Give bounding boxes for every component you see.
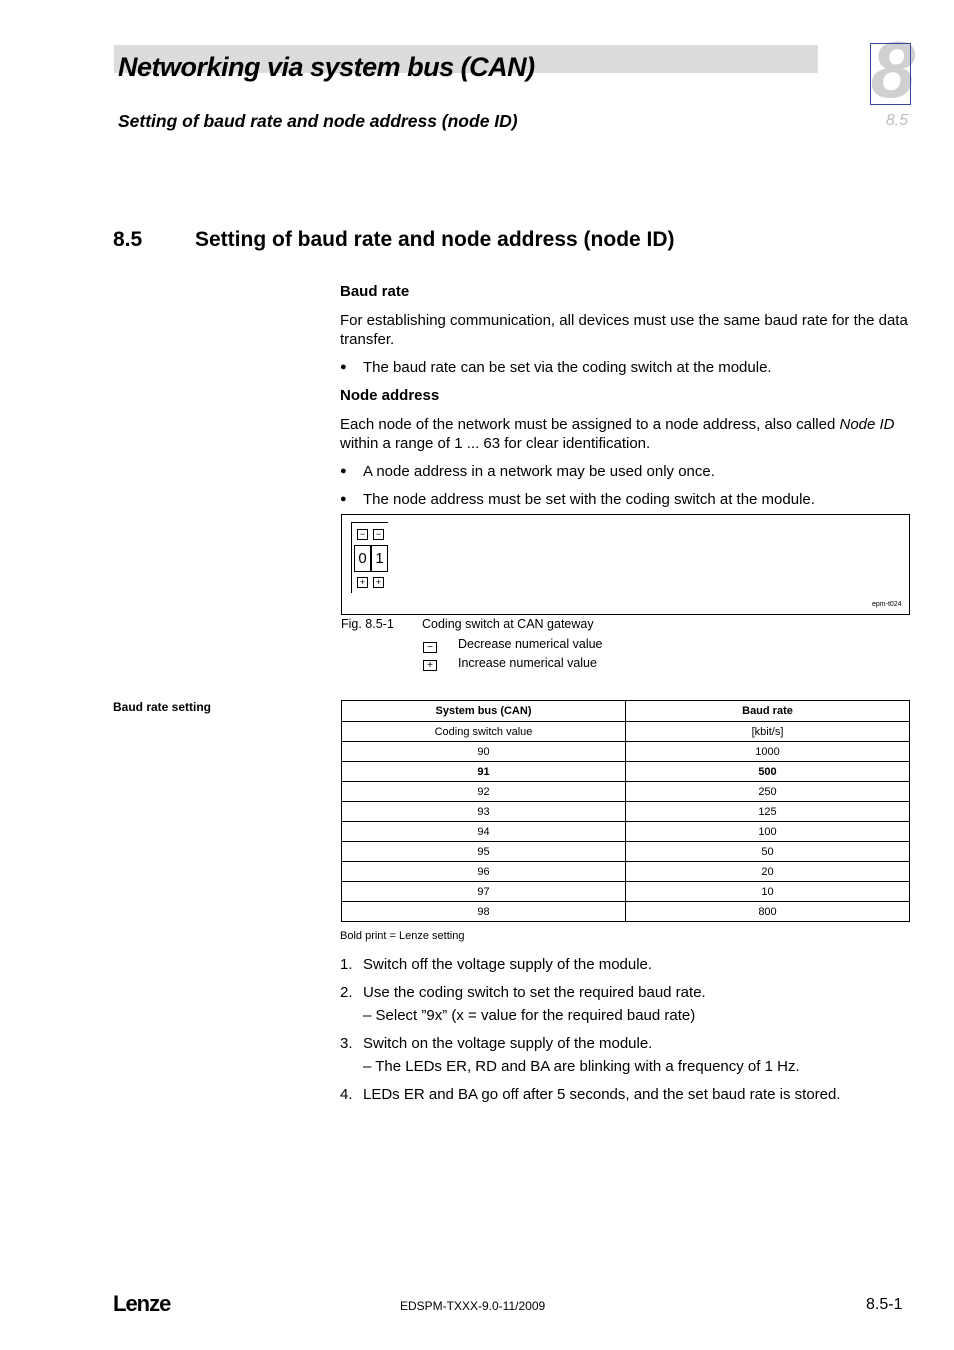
baud-rate-value-cell: 125: [626, 802, 910, 822]
step-number: 4.: [340, 1086, 353, 1103]
table-row: [342, 902, 910, 922]
plus-icon: +: [423, 660, 437, 671]
coding-switch-value-cell: 96: [342, 862, 626, 882]
baud-rate-value-cell: 20: [626, 862, 910, 882]
section-title: Setting of baud rate and node address (node ID): [195, 228, 675, 251]
body-content: [340, 282, 912, 518]
table-row: [342, 802, 910, 822]
table-header-row: [342, 701, 910, 722]
node-address-text: [340, 415, 912, 453]
step-text: Switch on the voltage supply of the module.: [363, 1035, 653, 1052]
switch-digit-left: 0: [354, 545, 371, 572]
figure-frame: [341, 514, 910, 615]
figure-code: epm-t024: [872, 601, 902, 608]
baud-rate-text: For establishing communication, all devices must use the same baud rate for the data transfer.: [340, 312, 908, 348]
chapter-title: Networking via system bus (CAN): [118, 52, 535, 82]
coding-switch-value-cell: 98: [342, 902, 626, 922]
minus-icon: −: [357, 529, 368, 540]
coding-switch-value-cell: 90: [342, 742, 626, 762]
plus-icon: +: [357, 577, 368, 588]
section-number: 8.5: [113, 228, 143, 251]
node-id-term: Node ID: [839, 416, 895, 433]
baud-rate-value-cell: 50: [626, 842, 910, 862]
step-text: Use the coding switch to set the required baud rate.: [363, 984, 706, 1001]
baud-rate-value-cell: 1000: [626, 742, 910, 762]
baud-rate-value-cell: 100: [626, 822, 910, 842]
step-subtext: – Select ”9x” (x = value for the required baud rate): [363, 1007, 696, 1024]
table-row: [342, 882, 910, 902]
side-label: Baud rate setting: [113, 700, 212, 714]
legend-increase-text: Increase numerical value: [458, 656, 597, 670]
table-row: [342, 822, 910, 842]
figure-caption: Coding switch at CAN gateway: [422, 617, 594, 631]
table-row: [342, 862, 910, 882]
coding-switch-value-cell: 94: [342, 822, 626, 842]
minus-icon: −: [373, 529, 384, 540]
step-item: [340, 953, 912, 976]
node-address-text-part: within a range of 1 ... 63 for clear identification.: [340, 435, 651, 452]
table-header-cell: Baud rate: [626, 701, 910, 722]
step-number: 1.: [340, 956, 353, 973]
node-address-bullet: ● The node address must be set with the coding switch at the module.: [340, 490, 912, 509]
coding-switch-value-cell: 93: [342, 802, 626, 822]
step-item: [340, 1032, 912, 1078]
chapter-section-number: 8.5: [885, 112, 909, 129]
chapter-marker-box: [870, 43, 911, 105]
coding-switch-value-cell: 92: [342, 782, 626, 802]
baud-rate-heading: Baud rate: [340, 283, 410, 300]
chapter-number: 8: [870, 25, 916, 114]
step-text: Switch off the voltage supply of the module.: [363, 956, 653, 973]
table-row: [342, 742, 910, 762]
baud-rate-value-cell: 250: [626, 782, 910, 802]
node-address-text-part: Each node of the network must be assigned to a node address, also called: [340, 416, 840, 433]
legend-decrease-text: Decrease numerical value: [458, 637, 603, 651]
section-subtitle: Setting of baud rate and node address (node ID): [118, 111, 518, 131]
table-row: [342, 762, 910, 782]
baud-rate-value-cell: 500: [626, 762, 910, 782]
lenze-logo: Lenze: [113, 1291, 171, 1316]
baud-rate-bullet: ● The baud rate can be set via the coding switch at the module.: [340, 358, 912, 377]
table-header-cell: System bus (CAN): [342, 701, 626, 722]
node-address-bullet: ● A node address in a network may be used only once.: [340, 462, 912, 481]
procedure-steps: [340, 953, 912, 1111]
baud-rate-value-cell: 800: [626, 902, 910, 922]
step-item: [340, 1083, 912, 1106]
baud-rate-value-cell: 10: [626, 882, 910, 902]
figure-label: Fig. 8.5-1: [341, 617, 394, 631]
table-subheader-cell: Coding switch value: [342, 722, 626, 742]
node-address-heading: Node address: [340, 387, 440, 404]
coding-switch-value-cell: 91: [342, 762, 626, 782]
coding-switch-value-cell: 95: [342, 842, 626, 862]
page-number: 8.5-1: [866, 1296, 903, 1313]
table-body: [342, 742, 910, 922]
step-subtext: – The LEDs ER, RD and BA are blinking with a frequency of 1 Hz.: [363, 1058, 800, 1075]
table-subheader-cell: [kbit/s]: [626, 722, 910, 742]
coding-switch-value-cell: 97: [342, 882, 626, 902]
minus-icon: −: [423, 642, 437, 653]
step-text: LEDs ER and BA go off after 5 seconds, and the set baud rate is stored.: [363, 1086, 841, 1103]
document-id: EDSPM-TXXX-9.0-11/2009: [400, 1299, 546, 1313]
table-row: [342, 842, 910, 862]
step-number: 2.: [340, 984, 353, 1001]
baud-rate-table: [341, 700, 910, 922]
step-item: [340, 981, 912, 1027]
table-note: Bold print = Lenze setting: [340, 930, 465, 942]
table-row: [342, 782, 910, 802]
step-number: 3.: [340, 1035, 353, 1052]
switch-digit-right: 1: [371, 545, 388, 572]
table-subheader-row: [342, 722, 910, 742]
plus-icon: +: [373, 577, 384, 588]
